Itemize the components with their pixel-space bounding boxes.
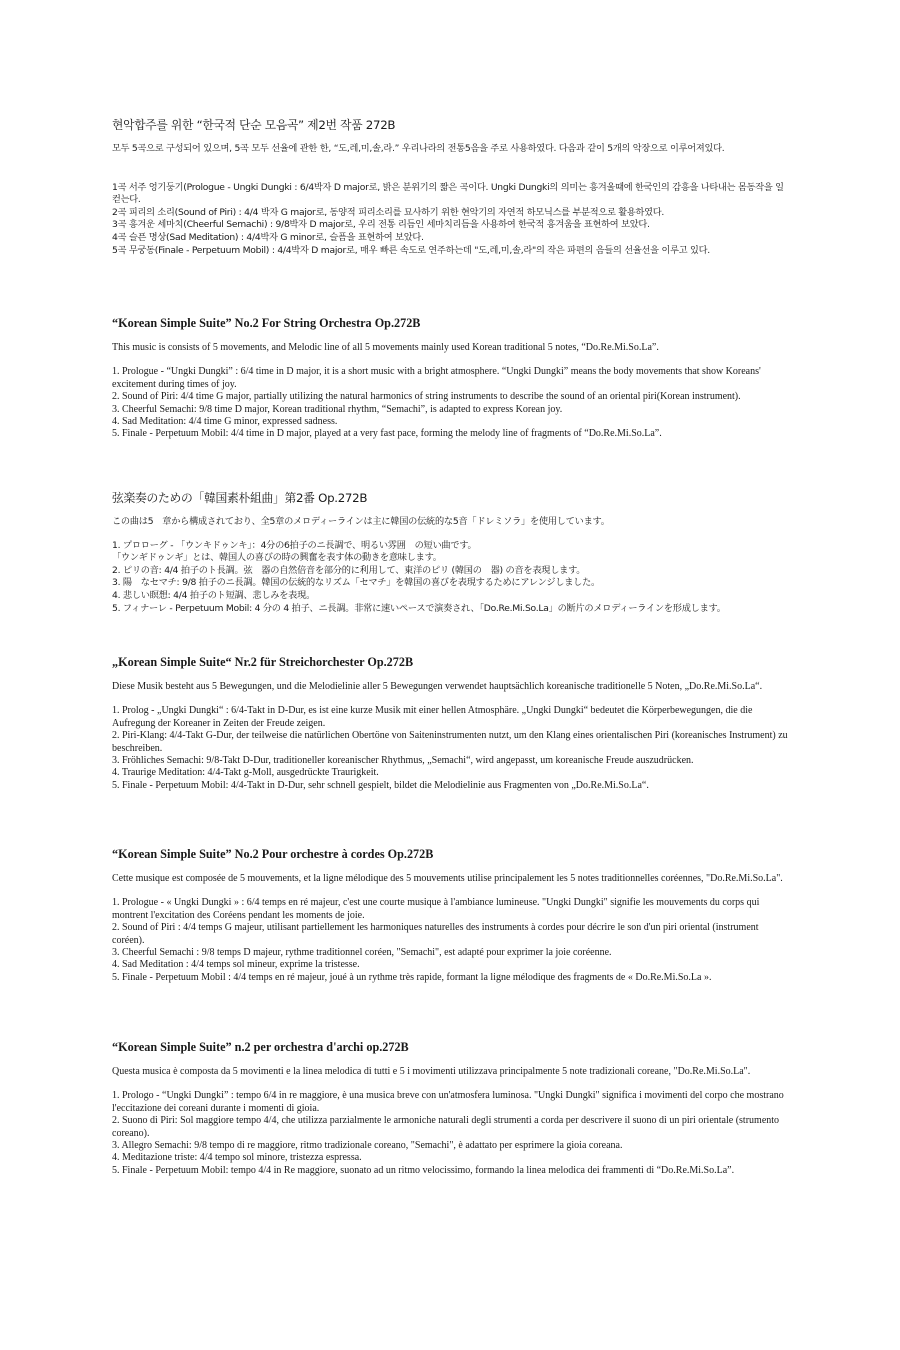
japanese-movement-list (112, 540, 792, 616)
german-movement-4: 4. Traurige Meditation: 4/4-Takt g-Moll, ausgedrückte Traurigkeit. (112, 767, 379, 779)
english-movement-2: 2. Sound of Piri: 4/4 time G major, partially utilizing the natural harmonics of string instruments to describe the sound of an oriental piri(Korean instrument). (112, 391, 741, 403)
japanese-movement-1-note: 「ウンギドゥンギ」とは、韓国人の喜びの時の興奮を表す体の動きを意味します。 (112, 552, 442, 564)
german-movement-1: 1. Prolog - „Ungki Dungki“ : 6/4-Takt in D-Dur, es ist eine kurze Musik mit einer hellen Atmosphäre. „Ungki Dungki“ bedeutet die Körperbewegungen, die die Aufregung der Koreaner in Zeiten der Freude zeigen. (112, 705, 753, 729)
japanese-movement-1: 1. プロローグ - 「ウンキドゥンキ」：4分の6拍子のニ長調で、明るい雰囲 の短い曲です。 (112, 539, 477, 551)
italian-movement-3: 3. Allegro Semachi: 9/8 tempo di re maggiore, ritmo tradizionale coreano, "Semachi", è adattato per esprimere la gioia coreana. (112, 1140, 623, 1152)
japanese-title: 弦楽奏のための「韓国素朴組曲」第2番 Op.272B (112, 491, 368, 505)
english-movement-list (112, 366, 792, 440)
french-movement-3: 3. Cheerful Semachi : 9/8 temps D majeur, rythme traditionnel coréen, "Semachi", est adapté pour exprimer la joie coréenne. (112, 947, 612, 959)
italian-movement-5: 5. Finale - Perpetuum Mobil: tempo 4/4 in Re maggiore, suonato ad un ritmo velocissimo, formando la linea melodica dei frammenti di “Do.Re.Mi.So.La”. (112, 1164, 735, 1176)
italian-movement-2: 2. Suono di Piri: Sol maggiore tempo 4/4, che utilizza parzialmente le armoniche naturali degli strumenti a corda per descrivere il suono di un piri orientale (strumento coreano). (112, 1115, 780, 1139)
korean-movement-2: 2곡 피리의 소리(Sound of Piri) : 4/4 박자 G major로, 동양적 피리소리를 묘사하기 위한 현악기의 자연적 하모닉스를 부분적으로 활용하였다. (112, 206, 665, 218)
english-movement-4: 4. Sad Meditation: 4/4 time G minor, expressed sadness. (112, 416, 338, 428)
italian-section (112, 1039, 792, 1177)
german-movement-2: 2. Piri-Klang: 4/4-Takt G-Dur, der teilweise die natürlichen Obertöne von Saiteninstrumenten nutzt, um den Klang eines orientalischen Piri (koreanisches Instrument) zu beschreiben. (112, 730, 788, 754)
french-movement-4: 4. Sad Meditation : 4/4 temps sol mineur, exprime la tristesse. (112, 959, 360, 971)
french-movement-1: 1. Prologue - « Ungki Dungki » : 6/4 temps en ré majeur, c'est une courte musique à l'ambiance lumineuse. "Ungki Dungki" signifie les mouvements du corps qui montrent l'excitation des Coréens pendant les moments de joie. (112, 897, 760, 921)
german-section (112, 654, 792, 792)
italian-title: “Korean Simple Suite” n.2 per orchestra d'archi op.272B (112, 1040, 409, 1054)
italian-movement-list (112, 1090, 792, 1177)
german-title: „Korean Simple Suite“ Nr.2 für Streichorchester Op.272B (112, 655, 414, 669)
french-intro: Cette musique est composée de 5 mouvements, et la ligne mélodique des 5 mouvements utilise principalement les 5 notes traditionnelles coréennes, "Do.Re.Mi.So.La". (112, 873, 783, 884)
french-section (112, 846, 792, 984)
korean-movement-5: 5곡 무궁동(Finale - Perpetuum Mobil) : 4/4박자 D major로, 매우 빠른 속도로 연주하는데 "도,레,미,솔,라"의 작은 파편의 음들의 선율선을 이루고 있다. (112, 244, 710, 256)
korean-movement-1: 1곡 서주 엉기둥기(Prologue - Ungki Dungki : 6/4박자 D major로, 밝은 분위기의 짧은 곡이다. Ungki Dungki의 의미는 흥겨울때에 한국인의 감흥을 나타내는 몸동작을 일컫는다. (112, 181, 784, 206)
english-section (112, 315, 792, 441)
french-movement-2: 2. Sound of Piri : 4/4 temps G majeur, utilisant partiellement les harmoniques naturelles des instruments à cordes pour décrire le son d'un piri oriental (instrument coréen). (112, 922, 759, 946)
japanese-movement-5: 5. フィナーレ - Perpetuum Mobil: 4 分の 4 拍子、ニ長調。非常に速いペースで演奏され、「Do.Re.Mi.So.La」の断片のメロディーラインを形成します。 (112, 602, 726, 614)
korean-movement-list (112, 182, 792, 258)
english-intro: This music is consists of 5 movements, and Melodic line of all 5 movements mainly used Korean traditional 5 notes, “Do.Re.Mi.So.La”. (112, 342, 659, 353)
french-movement-list (112, 897, 792, 984)
english-movement-1: 1. Prologue - “Ungki Dungki” : 6/4 time in D major, it is a short music with a bright atmosphere. “Ungki Dungki” means the body movements that show Koreans' excitement during times of joy. (112, 366, 761, 390)
german-intro: Diese Musik besteht aus 5 Bewegungen, und die Melodielinie aller 5 Bewegungen verwendet hauptsächlich koreanische traditionelle 5 Noten, „Do.Re.Mi.So.La“. (112, 681, 763, 692)
japanese-section (112, 490, 792, 615)
italian-movement-1: 1. Prologo - “Ungki Dungki” : tempo 6/4 in re maggiore, è una musica breve con un'atmosfera luminosa. "Ungki Dungki" significa i movimenti del corpo che mostrano l'eccitazione dei coreani durante i momenti di gioia. (112, 1090, 784, 1114)
korean-section (112, 117, 792, 257)
japanese-movement-2: 2. ピリの音: 4/4 拍子のト長調。弦 器の自然倍音を部分的に利用して、東洋のピリ (韓国の 器) の音を表現します。 (112, 564, 586, 576)
japanese-movement-3: 3. 陽 なセマチ: 9/8 拍子のニ長調。韓国の伝統的なリズム「セマチ」を韓国の喜びを表現するためにアレンジしました。 (112, 577, 600, 589)
french-movement-5: 5. Finale - Perpetuum Mobil : 4/4 temps en ré majeur, joué à un rythme très rapide, formant la ligne mélodique des fragments de « Do.Re.Mi.So.La ». (112, 971, 712, 983)
german-movement-3: 3. Fröhliches Semachi: 9/8-Takt D-Dur, traditioneller koreanischer Rhythmus, „Semachi“, wird angepasst, um koreanische Freude auszudrücken. (112, 755, 694, 767)
german-movement-5: 5. Finale - Perpetuum Mobil: 4/4-Takt in D-Dur, sehr schnell gespielt, bildet die Melodielinie aus Fragmenten von „Do.Re.Mi.So.La“. (112, 779, 649, 791)
japanese-intro: この曲は5 章から構成されており、全5章のメロディーラインは主に韓国の伝統的な5音「ドレミソラ」を使用しています。 (112, 516, 610, 527)
italian-intro: Questa musica è composta da 5 movimenti e la linea melodica di tutti e 5 i movimenti utilizzava principalmente 5 note tradizionali coreane, "Do.Re.Mi.So.La". (112, 1066, 751, 1077)
english-movement-5: 5. Finale - Perpetuum Mobil: 4/4 time in D major, played at a very fast pace, forming the melody line of fragments of “Do.Re.Mi.So.La”. (112, 428, 662, 440)
italian-movement-4: 4. Meditazione triste: 4/4 tempo sol minore, tristezza espressa. (112, 1152, 362, 1164)
korean-movement-3: 3곡 흥겨운 세마치(Cheerful Semachi) : 9/8박자 D major로, 우리 전통 리듬인 세마치리듬을 사용하여 한국적 흥겨움을 표현하여 보았다. (112, 219, 650, 231)
korean-movement-4: 4곡 슬픈 명상(Sad Meditation) : 4/4박자 G minor로, 슬픔을 표현하여 보았다. (112, 231, 424, 243)
english-title: “Korean Simple Suite” No.2 For String Orchestra Op.272B (112, 316, 421, 330)
japanese-movement-4: 4. 悲しい瞑想: 4/4 拍子のト短調、悲しみを表現。 (112, 589, 315, 601)
english-movement-3: 3. Cheerful Semachi: 9/8 time D major, Korean traditional rhythm, “Semachi”, is adapted to express Korean joy. (112, 403, 563, 415)
german-movement-list (112, 705, 792, 792)
french-title: “Korean Simple Suite” No.2 Pour orchestre à cordes Op.272B (112, 847, 434, 861)
korean-intro: 모두 5곡으로 구성되어 있으며, 5곡 모두 선율에 관한 한, “도,레,미,솔,라.” 우리나라의 전통5음을 주로 사용하였다. 다음과 같이 5개의 악장으로 이루어져있다. (112, 143, 725, 154)
korean-title: 현악합주를 위한 “한국적 단순 모음곡” 제2번 작품 272B (112, 118, 396, 132)
